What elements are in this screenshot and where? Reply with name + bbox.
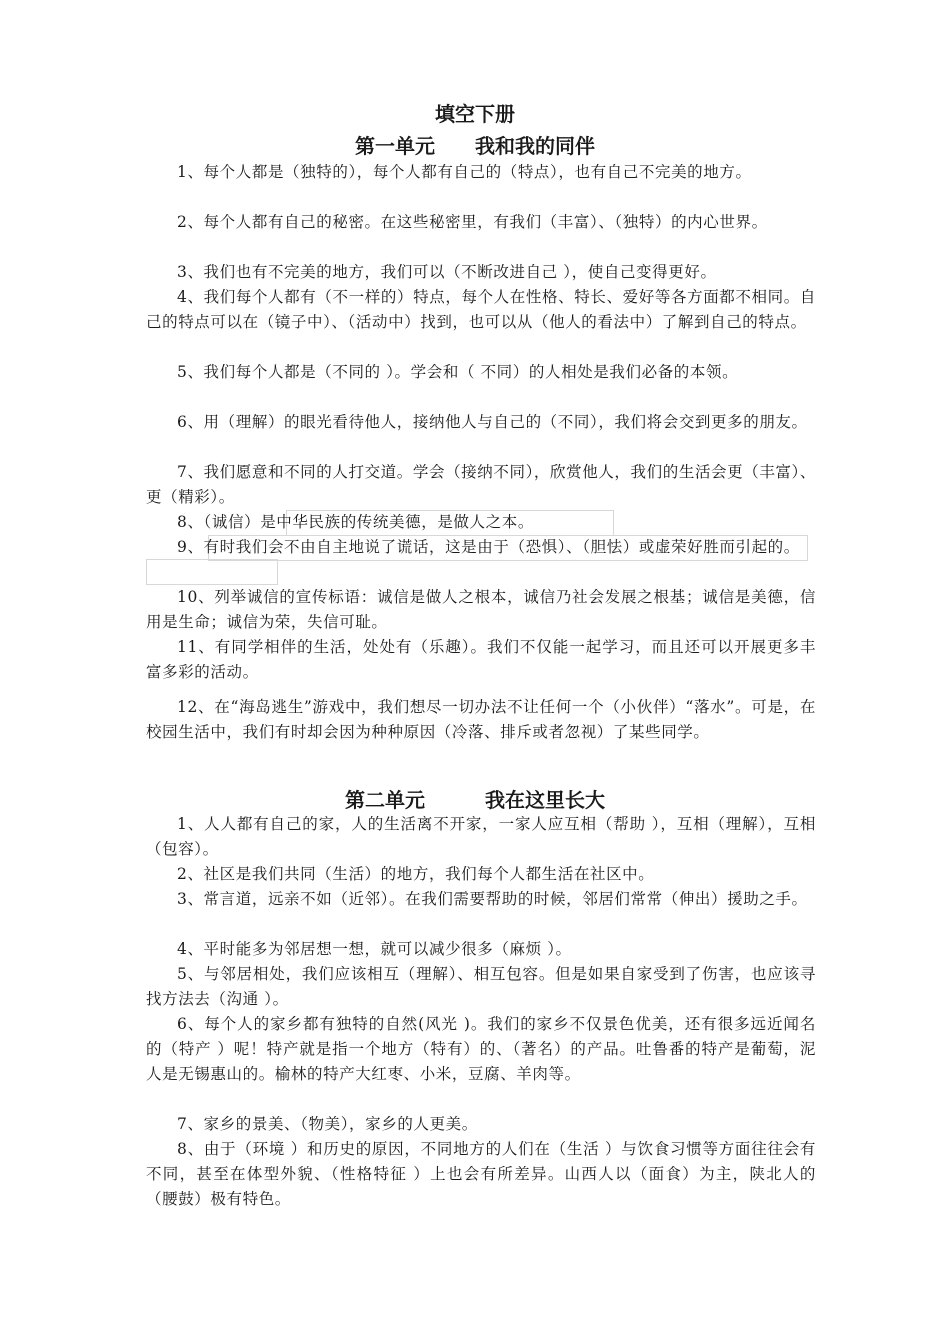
unit-1-item-5: 5、我们每个人都是（不同的 ）。学会和（ 不同）的人相处是我们必备的本领。	[177, 363, 739, 381]
unit-1-item-6: 6、用（理解）的眼光看待他人，接纳他人与自己的（不同），我们将会交到更多的朋友。	[177, 413, 808, 431]
unit-1-item-1: 1、每个人都是（独特的），每个人都有自己的（特点），也有自己不完美的地方。	[177, 163, 752, 181]
unit-2-item-6: 6、每个人的家乡都有独特的自然(风光 )。我们的家乡不仅景色优美，还有很多远近闻名的（特产 ）呢！特产就是指一个地方（特有）的、（著名）的产品。吐鲁番的特产是葡萄，泥人是无锡惠山的。榆林的特产大红枣、小米，豆腐、羊肉等。	[146, 1015, 816, 1083]
unit-1-heading: 第一单元 我和我的同伴	[355, 134, 595, 158]
unit-2-item-2: 2、社区是我们共同（生活）的地方，我们每个人都生活在社区中。	[177, 865, 655, 883]
text-highlight-box	[146, 559, 278, 585]
unit-1-item-11: 11、有同学相伴的生活，处处有（乐趣）。我们不仅能一起学习，而且还可以开展更多丰富多彩的活动。	[146, 638, 816, 681]
unit-2-item-4: 4、平时能多为邻居想一想，就可以减少很多（麻烦 ）。	[177, 940, 572, 958]
unit-2-heading: 第二单元 我在这里长大	[345, 788, 605, 812]
unit-1-item-7: 7、我们愿意和不同的人打交道。学会（接纳不同），欣赏他人，我们的生活会更（丰富）、更（精彩）。	[146, 463, 816, 506]
unit-1-item-9: 9、有时我们会不由自主地说了谎话，这是由于（恐惧）、（胆怯）或虚荣好胜而引起的。	[177, 538, 800, 556]
unit-2-item-1: 1、人人都有自己的家，人的生活离不开家，一家人应互相（帮助 ），互相（理解），互相（包容）。	[146, 815, 816, 858]
unit-1-item-3: 3、我们也有不完美的地方，我们可以（不断改进自己 ），使自己变得更好。	[177, 263, 717, 281]
document-title: 填空下册	[435, 102, 515, 126]
unit-1-item-8: 8、（诚信）是中华民族的传统美德，是做人之本。	[177, 513, 534, 531]
unit-1-item-4: 4、我们每个人都有（不一样的）特点，每个人在性格、特长、爱好等各方面都不相同。自己的特点可以在（镜子中）、（活动中）找到，也可以从（他人的看法中）了解到自己的特点。	[146, 288, 816, 331]
unit-2-item-8: 8、由于（环境 ）和历史的原因，不同地方的人们在（生活 ）与饮食习惯等方面往往会有不同，甚至在体型外貌、（性格特征 ）上也会有所差异。山西人以（面食）为主，陕北人的（腰鼓）极有特色。	[146, 1140, 816, 1208]
unit-2-item-3: 3、常言道，远亲不如（近邻）。在我们需要帮助的时候，邻居们常常（伸出）援助之手。	[177, 890, 808, 908]
unit-2-item-5: 5、与邻居相处，我们应该相互（理解）、相互包容。但是如果自家受到了伤害，也应该寻找方法去（沟通 ）。	[146, 965, 816, 1008]
unit-1-item-10: 10、列举诚信的宣传标语：诚信是做人之根本，诚信乃社会发展之根基；诚信是美德，信用是生命；诚信为荣，失信可耻。	[146, 588, 816, 631]
unit-2-item-7: 7、家乡的景美、（物美），家乡的人更美。	[177, 1115, 478, 1133]
unit-1-item-2: 2、每个人都有自己的秘密。在这些秘密里，有我们（丰富）、（独特）的内心世界。	[177, 213, 768, 231]
unit-1-item-12: 12、在“海岛逃生”游戏中，我们想尽一切办法不让任何一个（小伙伴）“落水”。可是，在校园生活中，我们有时却会因为种种原因（冷落、排斥或者忽视）了某些同学。	[146, 698, 816, 741]
